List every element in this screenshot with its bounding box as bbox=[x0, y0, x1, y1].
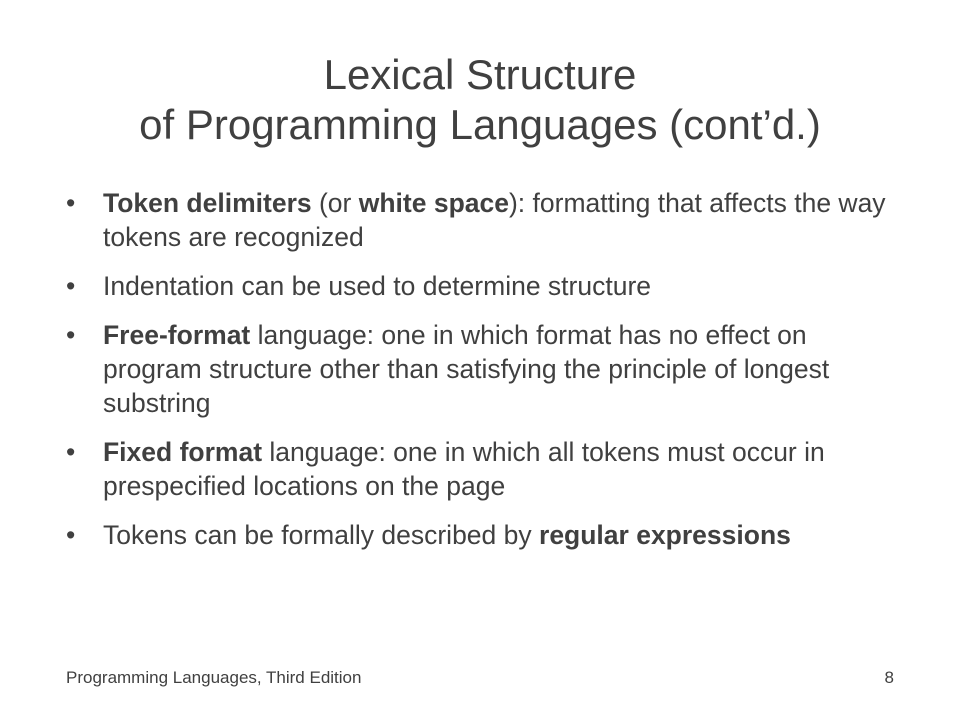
bullet-item bbox=[66, 318, 906, 420]
bold-term: regular expressions bbox=[539, 520, 791, 550]
bullet-list bbox=[66, 186, 906, 567]
bullet-item bbox=[66, 269, 906, 303]
bullet-text: (or bbox=[311, 188, 359, 218]
title-line-2: of Programming Languages (cont’d.) bbox=[139, 101, 821, 148]
bullet-text: language: one in which all tokens must occur in prespecified locations on the page bbox=[103, 437, 825, 501]
bullet-item bbox=[66, 435, 906, 503]
bullet-text: ): formatting that affects the way tokens are recognized bbox=[103, 188, 886, 252]
footer-book-title: Programming Languages, Third Edition bbox=[66, 668, 362, 687]
bold-term: Token delimiters bbox=[103, 188, 312, 218]
bullet-text: Tokens can be formally described by bbox=[103, 520, 539, 550]
slide-title bbox=[60, 50, 900, 150]
bold-term: Free-format bbox=[103, 320, 251, 350]
bullet-text: language: one in which format has no effect on program structure other than satisfying the principle of longest substring bbox=[103, 320, 830, 418]
bullet-text: Indentation can be used to determine structure bbox=[103, 271, 652, 301]
title-line-1: Lexical Structure bbox=[323, 51, 637, 98]
bullet-item bbox=[66, 518, 906, 552]
page-number: 8 bbox=[884, 668, 894, 687]
bold-term: white space bbox=[358, 188, 509, 218]
bullet-item bbox=[66, 186, 906, 254]
bold-term: Fixed format bbox=[103, 437, 263, 467]
